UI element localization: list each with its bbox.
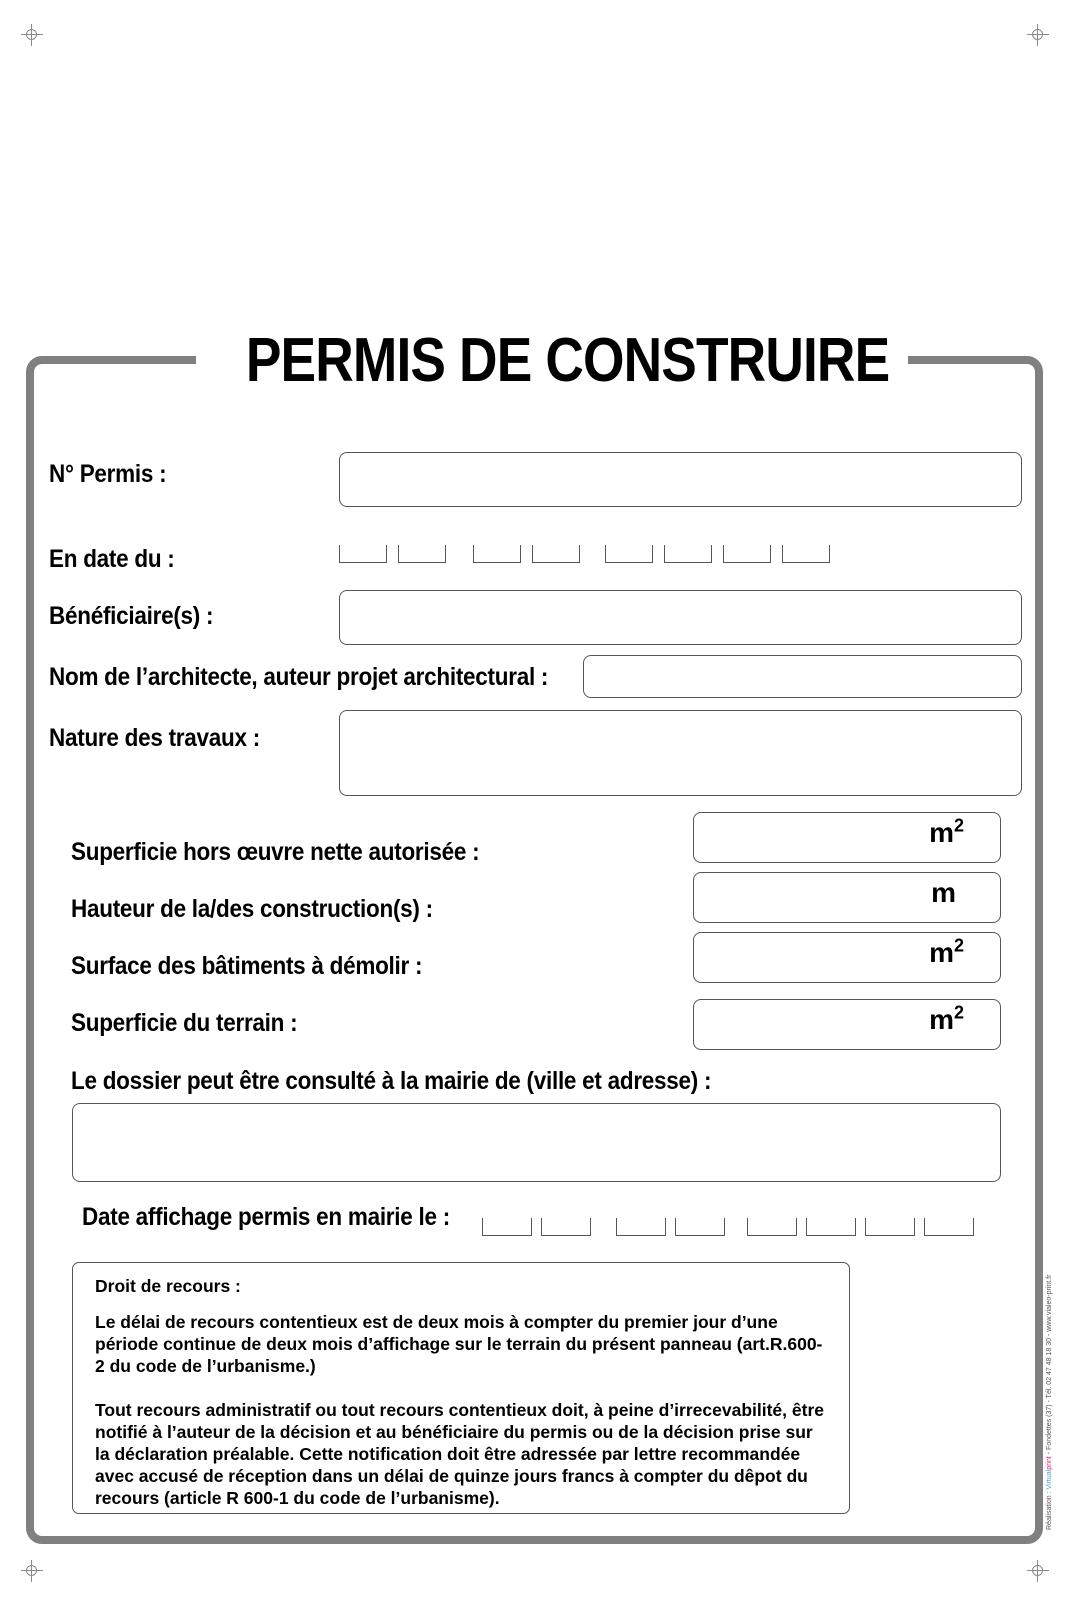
affichage-year-4[interactable] <box>924 1218 974 1236</box>
affichage-year-1[interactable] <box>747 1218 797 1236</box>
affichage-day-2[interactable] <box>541 1218 591 1236</box>
date-day-1[interactable] <box>339 545 387 563</box>
beneficiaire-field[interactable] <box>339 590 1022 645</box>
hauteur-unit: m <box>931 877 956 908</box>
date-year-1[interactable] <box>605 545 653 563</box>
recours-box <box>72 1262 850 1514</box>
superficie-unit: $m^2$ <box>929 815 964 848</box>
superficie-label: Superficie hors œuvre nette autorisée : <box>71 838 480 866</box>
affichage-month-1[interactable] <box>616 1218 666 1236</box>
crop-mark-top-left <box>21 24 43 46</box>
nature-label: Nature des travaux : <box>49 724 260 752</box>
permis-label: N° Permis : <box>49 460 167 488</box>
date-label: En date du : <box>49 545 175 573</box>
recours-title: Droit de recours : <box>95 1276 241 1296</box>
superficie-field[interactable] <box>693 812 1001 863</box>
printer-credit: Réalisation : Virtualprint - Fondettes (37) - Tél. 02 47 48 18 30 - www.vialeo-print.fr <box>1046 1274 1053 1530</box>
demolir-field[interactable] <box>693 932 1001 983</box>
date-month-2[interactable] <box>532 545 580 563</box>
date-year-2[interactable] <box>664 545 712 563</box>
hauteur-field[interactable] <box>693 872 1001 923</box>
demolir-label: Surface des bâtiments à démolir : <box>71 952 423 980</box>
date-month-1[interactable] <box>473 545 521 563</box>
affichage-label: Date affichage permis en mairie le : <box>82 1203 450 1231</box>
affichage-year-3[interactable] <box>865 1218 915 1236</box>
dossier-field[interactable] <box>72 1103 1001 1182</box>
terrain-unit: $m^2$ <box>929 1002 964 1035</box>
nature-field[interactable] <box>339 710 1022 796</box>
crop-mark-top-right <box>1027 24 1049 46</box>
affichage-year-2[interactable] <box>806 1218 856 1236</box>
affichage-day-1[interactable] <box>482 1218 532 1236</box>
crop-mark-bottom-right <box>1027 1560 1049 1582</box>
recours-paragraph-2: Tout recours administratif ou tout recours contentieux doit, à peine d’irrecevabilité, être notifié à l’auteur de la décision et au bénéficiaire du permis ou de la décision prise sur la déclaration préalable. Cette notification doit être adressée par lettre recommandée avec accusé de réception dans un délai de quinze jours francs à compter du dêpot du recours (article R 600-1 du code de l’urbanisme). <box>95 1400 824 1508</box>
recours-paragraph-1: Le délai de recours contentieux est de deux mois à compter du premier jour d’une période continue de deux mois d’affichage sur le terrain du présent panneau (art.R.600-2 du code de l’urbanisme.) <box>95 1312 823 1376</box>
page-title: PERMIS DE CONSTRUIRE <box>245 326 890 395</box>
demolir-unit: $m^2$ <box>929 935 964 968</box>
crop-mark-bottom-left <box>21 1560 43 1582</box>
dossier-label: Le dossier peut être consulté à la mairie de (ville et adresse) : <box>71 1067 712 1095</box>
permis-field[interactable] <box>339 452 1022 507</box>
terrain-field[interactable] <box>693 999 1001 1050</box>
hauteur-label: Hauteur de la/des construction(s) : <box>71 895 433 923</box>
date-day-2[interactable] <box>398 545 446 563</box>
date-year-3[interactable] <box>723 545 771 563</box>
terrain-label: Superficie du terrain : <box>71 1009 298 1037</box>
date-year-4[interactable] <box>782 545 830 563</box>
beneficiaire-label: Bénéficiaire(s) : <box>49 602 214 630</box>
architecte-label: Nom de l’architecte, auteur projet architectural : <box>49 663 549 691</box>
affichage-month-2[interactable] <box>675 1218 725 1236</box>
architecte-field[interactable] <box>583 655 1022 698</box>
